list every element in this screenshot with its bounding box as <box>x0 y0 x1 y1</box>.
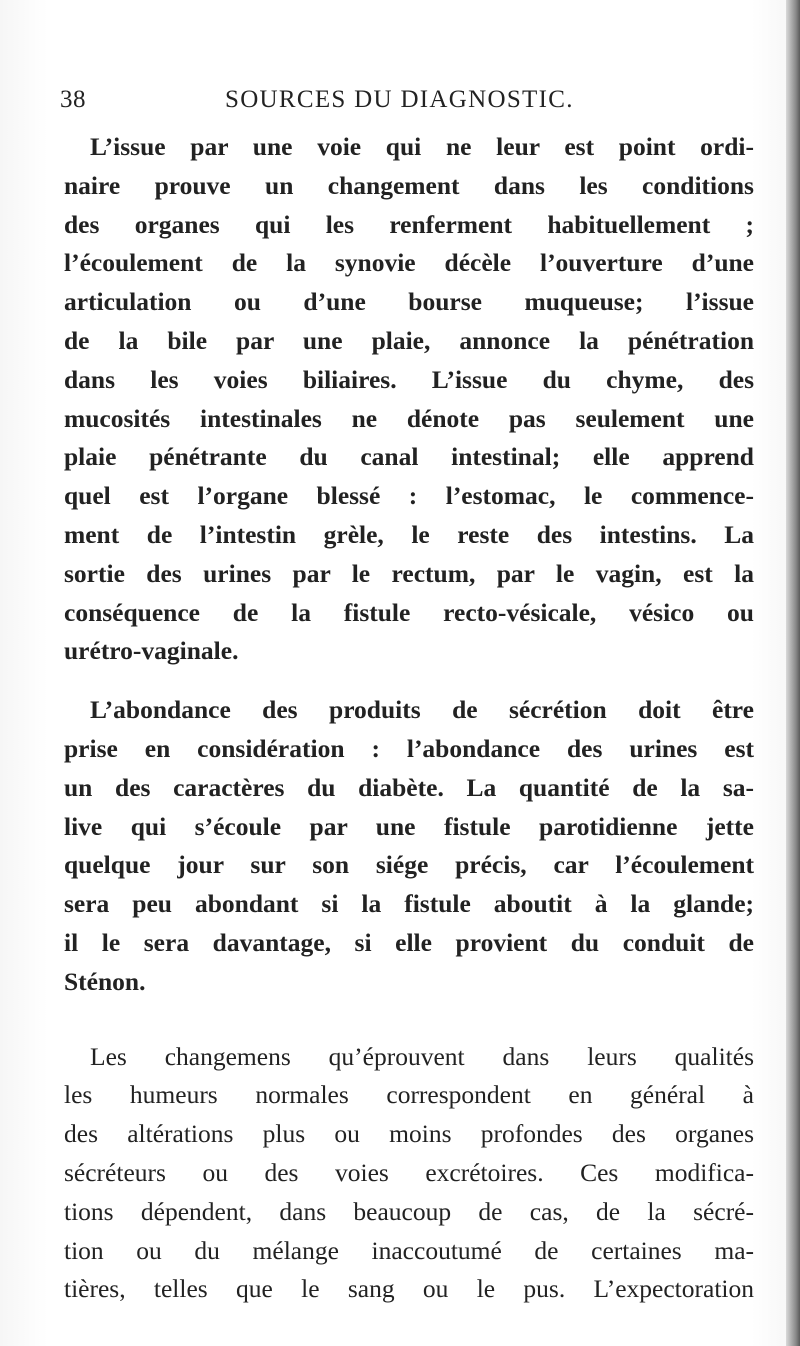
text-line: quel est l’organe blessé : l’estomac, le commence- <box>64 481 754 511</box>
text-line: mucosités intestinales ne dénote pas seulement une <box>64 403 754 433</box>
text-line: tions dépendent, dans beaucoup de cas, de la sécré- <box>64 1196 754 1226</box>
text-line: ment de l’intestin grèle, le reste des intestins. La <box>64 519 754 549</box>
paragraph-2 <box>64 691 754 1001</box>
page-header <box>60 86 750 122</box>
text-line: de la bile par une plaie, annonce la pénétration <box>64 325 754 355</box>
text-line: tion ou du mélange inaccoutumé de certaines ma- <box>64 1235 754 1265</box>
text-line: il le sera davantage, si elle provient du conduit de <box>64 927 754 957</box>
text-line: des altérations plus ou moins profondes des organes <box>64 1119 754 1149</box>
paragraph-3 <box>64 1038 754 1310</box>
text-line: naire prouve un changement dans les conditions <box>64 170 754 200</box>
running-title: SOURCES DU DIAGNOSTIC. <box>225 86 574 113</box>
text-line: prise en considération : l’abondance des urines est <box>64 733 754 763</box>
page-edge-shadow <box>786 0 800 1346</box>
text-line: l’écoulement de la synovie décèle l’ouverture d’une <box>64 248 754 278</box>
text-line: un des caractères du diabète. La quantité de la sa- <box>64 772 754 802</box>
text-line: Sténon. <box>64 966 146 996</box>
text-line: plaie pénétrante du canal intestinal; elle apprend <box>64 442 754 472</box>
text-line: quelque jour sur son siége précis, car l’écoulement <box>64 850 754 880</box>
text-line: articulation ou d’une bourse muqueuse; l’issue <box>64 287 754 317</box>
text-line: live qui s’écoule par une fistule parotidienne jette <box>64 811 754 841</box>
text-line: L’issue par une voie qui ne leur est point ordi- <box>90 132 754 161</box>
text-line: sera peu abondant si la fistule aboutit à la glande; <box>64 889 754 919</box>
text-line: sécréteurs ou des voies excrétoires. Ces modifica- <box>64 1157 754 1187</box>
paragraph-1 <box>64 128 754 671</box>
text-line: les humeurs normales correspondent en général à <box>64 1080 754 1110</box>
text-line: des organes qui les renferment habituellement ; <box>64 209 754 239</box>
page-number: 38 <box>60 86 86 113</box>
text-line: L’abondance des produits de sécrétion doit être <box>90 695 754 725</box>
body-text <box>64 128 754 1309</box>
text-line: conséquence de la fistule recto-vésicale, vésico ou <box>64 597 754 627</box>
text-line: sortie des urines par le rectum, par le vagin, est la <box>64 558 754 588</box>
text-line: Les changemens qu’éprouvent dans leurs qualités <box>90 1041 754 1071</box>
text-line: urétro-vaginale. <box>64 636 239 666</box>
text-line: tières, telles que le sang ou le pus. L’expectoration <box>64 1274 754 1304</box>
text-line: dans les voies biliaires. L’issue du chyme, des <box>64 364 754 394</box>
